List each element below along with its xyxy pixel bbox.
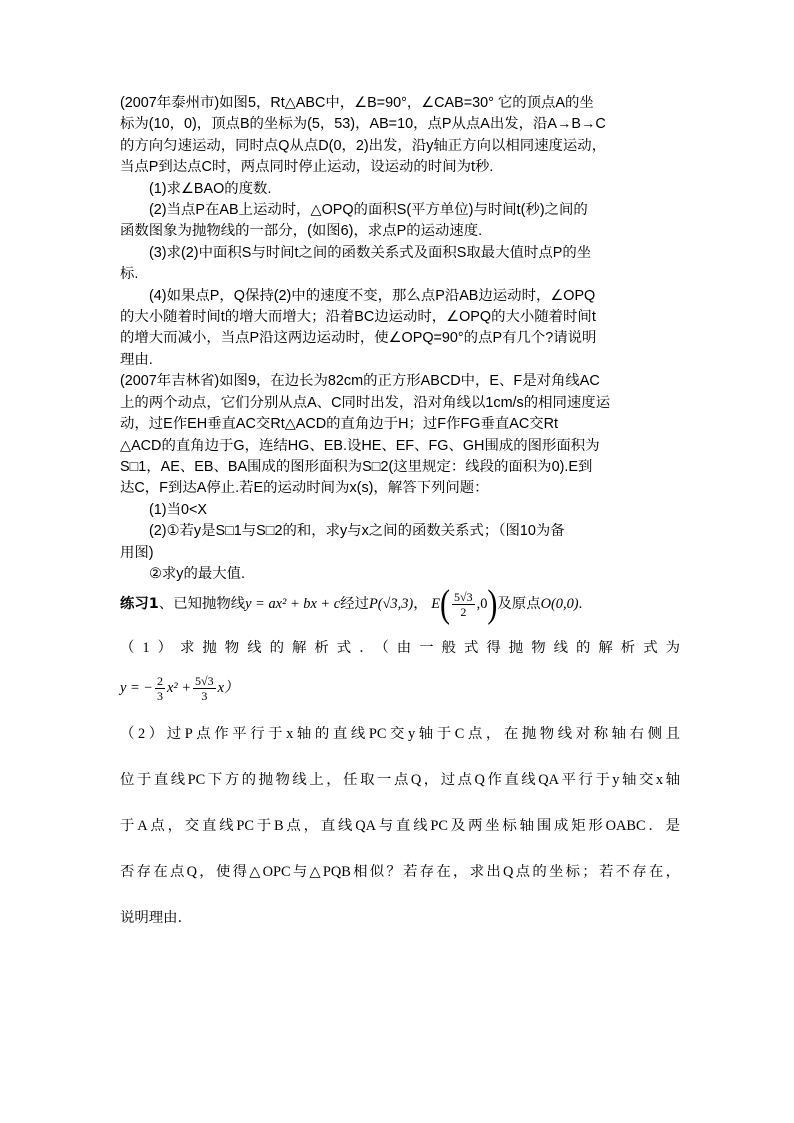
formula: O(0,0): [540, 596, 579, 612]
formula: x）: [217, 680, 239, 696]
text-line: 于A点，交直线PC于B点，直线QA与直线PC及两坐标轴围成矩形OABC．是: [120, 818, 680, 834]
text: 及原点: [497, 596, 541, 612]
text-line: 函数图象为抛物线的一部分，(如图6)，求点P的运动速度.: [120, 223, 483, 240]
fraction: [193, 674, 216, 703]
formula: E: [431, 596, 441, 612]
text-line: 达C，F到达A停止.若E的运动时间为x(s)，解答下列问题：: [120, 480, 489, 497]
sub-question-1: （1）求抛物线的解析式．（由一般式得抛物线的解析式为: [120, 640, 680, 656]
text-line: 标.: [120, 266, 139, 283]
exercise-intro: [120, 584, 582, 624]
text-line: 理由.: [120, 351, 153, 368]
text-line: △ACD的直角边于G，连结HG、EB.设HE、EF、FG、GH围成的图形面积为: [120, 437, 600, 454]
formula: y = ax² + bx + c: [245, 596, 341, 612]
text-line: 的增大而减小，当点P沿这两边运动时，使∠OPQ=90°的点P有几个?请说明: [120, 330, 597, 347]
sub-question-2: （2）过P点作平行于x轴的直线PC交y轴于C点，在抛物线对称轴右侧且: [120, 726, 680, 742]
exercise-label: 练习1: [120, 596, 159, 612]
formula: x² +: [167, 680, 192, 696]
text-line: 当点P到达点C时，两点同时停止运动，设运动的时间为t秒.: [120, 159, 494, 176]
question-1: (1)求∠BAO的度数.: [149, 180, 272, 197]
question-2: (2)当点P在AB上运动时，△OPQ的面积S(平方单位)与时间t(秒)之间的: [149, 202, 588, 219]
text-line: (2007年吉林省)如图9，在边长为82cm的正方形ABCD中，E、F是对角线AC: [120, 373, 600, 390]
denominator: 2: [460, 605, 467, 620]
answer-formula: [120, 668, 238, 708]
problem-block-1: [120, 93, 680, 585]
text-line: 位于直线PC下方的抛物线上，任取一点Q，过点Q作直线QA平行于y轴交x轴: [120, 772, 680, 788]
numerator: 5√3: [454, 590, 473, 605]
text-line: S□1，AE、EB、BA围成的图形面积为S□2(这里规定：线段的面积为0).E到: [120, 458, 593, 475]
text: ,0: [476, 596, 488, 612]
fraction: [452, 590, 475, 619]
fraction: [155, 674, 165, 703]
text-line: 否存在点Q，使得△OPC与△PQB相似？若存在，求出Q点的坐标；若不存在，: [120, 864, 680, 880]
text: .: [578, 596, 583, 612]
question-3: (3)求(2)中面积S与时间t之间的函数关系式及面积S取最大值时点P的坐: [149, 244, 592, 261]
question-2: (2)①若y是S□1与S□2的和，求y与x之间的函数关系式；（图10为备: [149, 523, 565, 540]
text: ，: [413, 596, 428, 612]
question-1: (1)当0<X: [149, 501, 207, 518]
text-line: 标为(10，0)，顶点B的坐标为(5，53)，AB=10，点P从点A出发，沿A→B→C: [120, 116, 606, 133]
paren: (: [440, 582, 451, 626]
paren: ): [487, 582, 498, 626]
numerator: 2: [157, 674, 164, 689]
text-line: 说明理由．: [120, 910, 192, 926]
question-2-part-2: ②求y的最大值.: [149, 565, 246, 582]
text-line: 动，过E作EH垂直AC交Rt△ACD的直角边于H；过F作FG垂直AC交Rt: [120, 416, 559, 433]
formula: y = −: [120, 680, 154, 696]
text-line: 的方向匀速运动，同时点Q从点D(0，2)出发，沿y轴正方向以相同速度运动，: [120, 137, 607, 154]
text-line: 上的两个动点，它们分别从点A、C同时出发，沿对角线以1cm/s的相同速度运: [120, 394, 611, 411]
question-4: (4)如果点P，Q保持(2)中的速度不变，那么点P沿AB边运动时，∠OPQ: [149, 287, 596, 304]
text-line: 用图): [120, 544, 154, 561]
text-line: (2007年泰州市)如图5，Rt△ABC中，∠B=90°，∠CAB=30° 它的顶点A的坐: [120, 95, 594, 111]
denominator: 3: [201, 689, 208, 704]
denominator: 3: [157, 689, 164, 704]
text: 、已知抛物线: [158, 596, 246, 612]
text-line: 的大小随着时间t的增大而增大；沿着BC边运动时，∠OPQ的大小随着时间t: [120, 309, 596, 326]
text: 经过: [340, 596, 369, 612]
formula: P(√3,3): [368, 596, 414, 612]
numerator: 5√3: [195, 674, 214, 689]
